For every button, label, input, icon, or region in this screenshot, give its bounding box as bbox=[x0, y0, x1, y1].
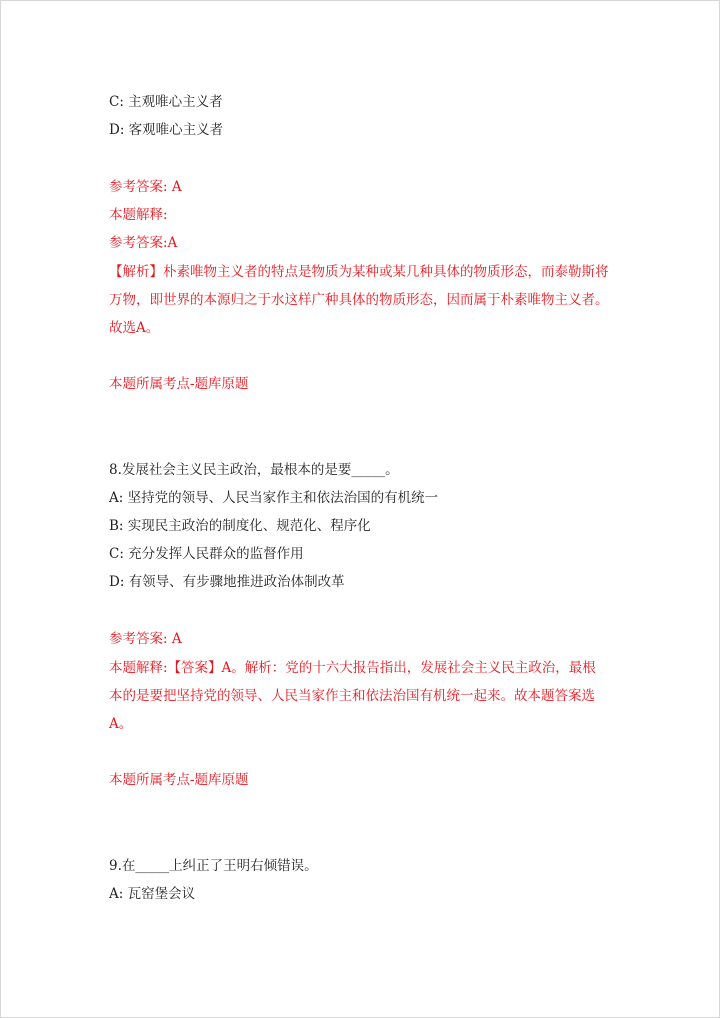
q7-source: 本题所属考点-题库原题 bbox=[109, 376, 249, 392]
q8-option-d: D: 有领导、有步骤地推进政治体制改革 bbox=[109, 574, 345, 590]
q7-answer: 参考答案: A bbox=[109, 179, 182, 195]
q8-option-c: C: 充分发挥人民群众的监督作用 bbox=[109, 546, 304, 562]
q9-question: 9.在_____上纠正了王明右倾错误。 bbox=[109, 858, 318, 874]
q7-analysis: 【解析】朴素唯物主义者的特点是物质为某种或某几种具体的物质形态，而泰勒斯将万物，即世界的本源归之于水这样广种具体的物质形态，因而属于朴素唯物主义者。故选A。 bbox=[109, 264, 609, 336]
q8-option-a: A: 坚持党的领导、人民当家作主和依法治国的有机统一 bbox=[109, 490, 439, 506]
q8-explanation: 本题解释:【答案】A。解析：党的十六大报告指出，发展社会主义民主政治，最根本的是要把坚持党的领导、人民当家作主和依法治国有机统一起来。故本题答案选A。 bbox=[109, 660, 596, 732]
q7-option-d: D: 客观唯心主义者 bbox=[109, 122, 224, 138]
q8-answer: 参考答案: A bbox=[109, 631, 182, 647]
q8-option-b: B: 实现民主政治的制度化、规范化、程序化 bbox=[109, 518, 371, 534]
q8-question: 8.发展社会主义民主政治，最根本的是要_____。 bbox=[109, 462, 399, 478]
q7-option-c: C: 主观唯心主义者 bbox=[109, 94, 223, 110]
q7-explain-label: 本题解释: bbox=[109, 207, 168, 223]
q7-answer-2: 参考答案:A bbox=[109, 235, 178, 251]
q8-source: 本题所属考点-题库原题 bbox=[109, 772, 249, 788]
q9-option-a: A: 瓦窑堡会议 bbox=[109, 886, 196, 902]
